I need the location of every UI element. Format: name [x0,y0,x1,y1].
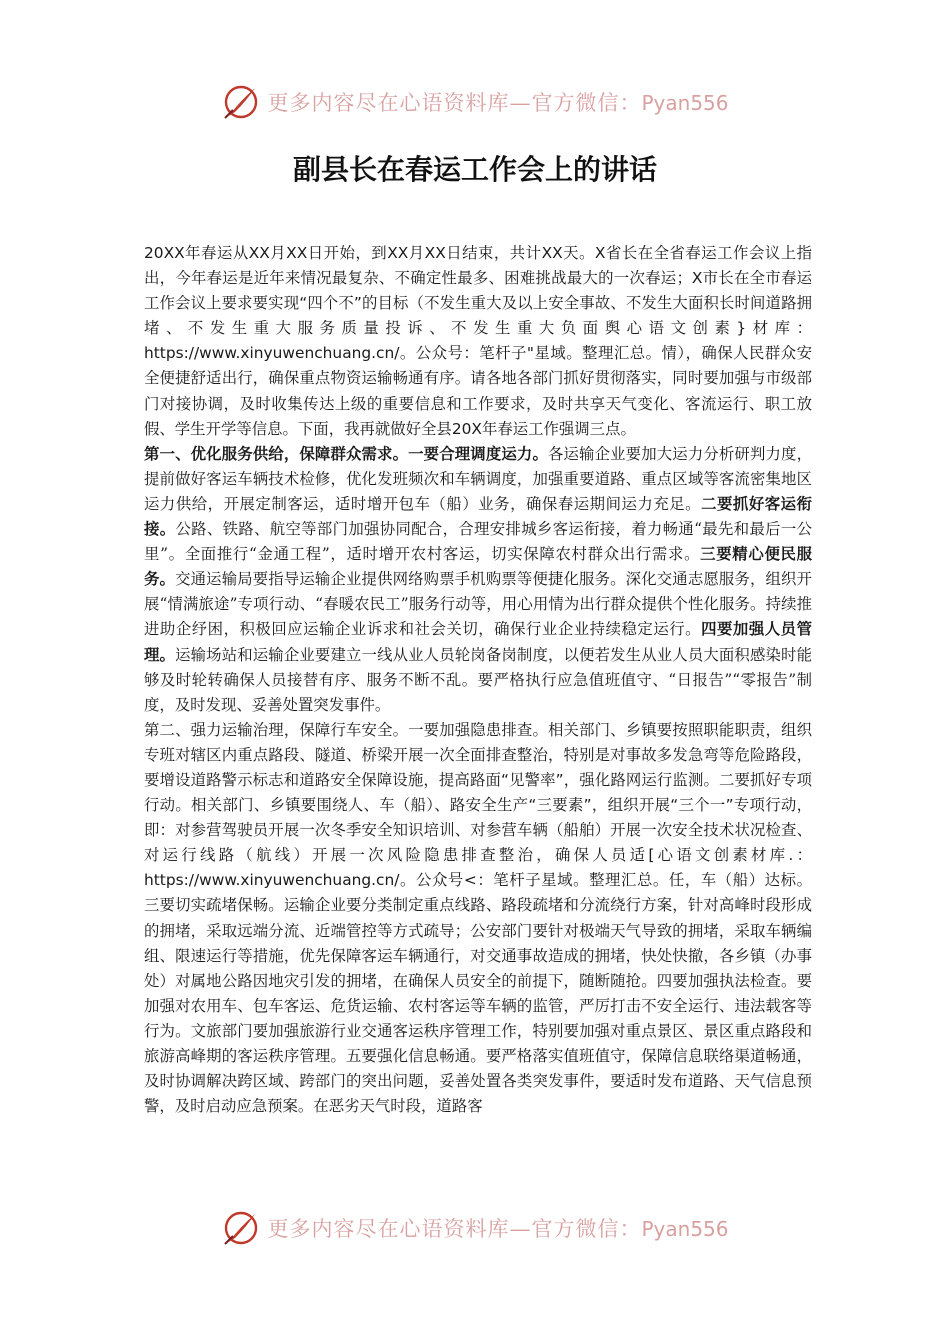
section-1-paragraph [144,442,812,718]
section-2-paragraph: 第二、强力运输治理，保障行车安全。一要加强隐患排查。相关部门、乡镇要按照职能职责，组织专班对辖区内重点路段、隧道、桥梁开展一次全面排查整治，特别是对事故多发急弯等危险路段，要增设道路警示标志和道路安全保障设施，提高路面“见警率”，强化路网运行监测。二要抓好专项行动。相关部门、乡镇要围绕人、车（船）、路安全生产“三要素”，组织开展“三个一”专项行动，即：对参营驾驶员开展一次冬季安全知识培训、对参营车辆（船舶）开展一次安全技术状况检查、对运行线路（航线）开展一次风险隐患排查整治，确保人员适[心语文创素材库.：https://www.xinyuwenchuang.cn/。公众号<：笔杆子星域。整理汇总。任，车（船）达标。三要切实疏堵保畅。运输企业要分类制定重点线路、路段疏堵和分流绕行方案，针对高峰时段形成的拥堵，采取远端分流、近端管控等方式疏导；公安部门要针对极端天气导致的拥堵，采取车辆编组、限速运行等措施，优先保障客运车辆通行，对交通事故造成的拥堵，快处快撤，各乡镇（办事处）对属地公路因地灾引发的拥堵，在确保人员安全的前提下，随断随抢。四要加强执法检查。要加强对农用车、包车客运、危货运输、农村客运等车辆的监管，严厉打击不安全运行、违法载客等行为。文旅部门要加强旅游行业交通客运秩序管理工作，特别要加强对重点景区、景区重点路段和旅游高峰期的客运秩序管理。五要强化信息畅通。要严格落实值班值守，保障信息联络渠道畅通，及时协调解决跨区域、跨部门的突出问题，妥善处置各类突发事件，要适时发布道路、天气信息预警，及时启动应急预案。在恶劣天气时段，道路客 [144,720,812,1116]
footer-banner-text: 更多内容尽在心语资料库—官方微信：Pyan556 [267,1217,729,1241]
section-1-item-1-text: 各运输企业要加大运力分析研判力度，提前做好客运车辆技术检修，优化发班频次和车辆调度，加强重要道路、重点区域等客流密集地区运力供给，开展定制客运，适时增开包车（船）业务，确保春运期间运力充足。 [144,444,812,513]
intro-paragraph: 20XX年春运从XX月XX日开始，到XX月XX日结束，共计XX天。X省长在全省春运工作会议上指出，今年春运是近年来情况最复杂、不确定性最多、困难挑战最大的一次春运；X市长在全市春运工作会议上要求要实现“四个不”的目标（不发生重大及以上安全事故、不发生大面积长时间道路拥堵、不发生重大服务质量投诉、不发生重大负面舆心语文创素}材库：https://www.xinyuwenchuang.cn/。公众号：笔杆子"星域。整理汇总。情），确保人民群众安全便捷舒适出行，确保重点物资运输畅通有序。请各地各部门抓好贯彻落实，同时要加强与市级部门对接协调，及时收集传达上级的重要信息和工作要求，及时共享天气变化、客流运行、职工放假、学生开学等信息。下面，我再就做好全县20X年春运工作强调三点。 [144,244,812,438]
header-banner-handle: Pyan556 [641,91,729,115]
section-1-item-4-title: 四要加强人员管理。 [144,620,812,664]
header-banner-text: 更多内容尽在心语资料库—官方微信：Pyan556 [267,91,729,115]
footer-banner [0,1204,950,1252]
section-1-item-4-text: 运输场站和运输企业要建立一线从业人员轮岗备岗制度，以便若发生从业人员大面积感染时能够及时轮转确保人员接替有序、服务不断不乱。要严格执行应急值班值守、“日报告”“零报告”制度，及时发现、妥善处置突发事件。 [144,645,812,714]
quill-pen-logo-icon [221,1208,261,1248]
section-1-heading: 第一、优化服务供给，保障群众需求。 [144,444,409,463]
section-1-item-2-title: 二要抓好客运衔接。 [144,494,812,539]
document-body [144,241,812,1119]
footer-banner-handle: Pyan556 [641,1217,729,1241]
quill-pen-logo-icon [221,82,261,122]
section-1-item-3-title: 三要精心便民服务。 [144,545,812,589]
section-1-item-1-title: 一要合理调度运力。 [408,444,548,463]
document-title: 副县长在春运工作会上的讲话 [292,153,657,186]
header-banner [0,78,950,126]
section-1-item-2-text: 公路、铁路、航空等部门加强协同配合，合理安排城乡客运衔接，着力畅通“最先和最后一公里”。全面推行“金通工程”，适时增开农村客运，切实保障农村群众出行需求。 [144,520,812,564]
section-1-item-3-text: 交通运输局要指导运输企业提供网络购票手机购票等便捷化服务。深化交通志愿服务，组织开展“情满旅途”专项行动、“春暖农民工”服务行动等，用心用情为出行群众提供个性化服务。持续推进助企纾困，积极回应运输企业诉求和社会关切，确保行业企业持续稳定运行。 [144,570,812,639]
